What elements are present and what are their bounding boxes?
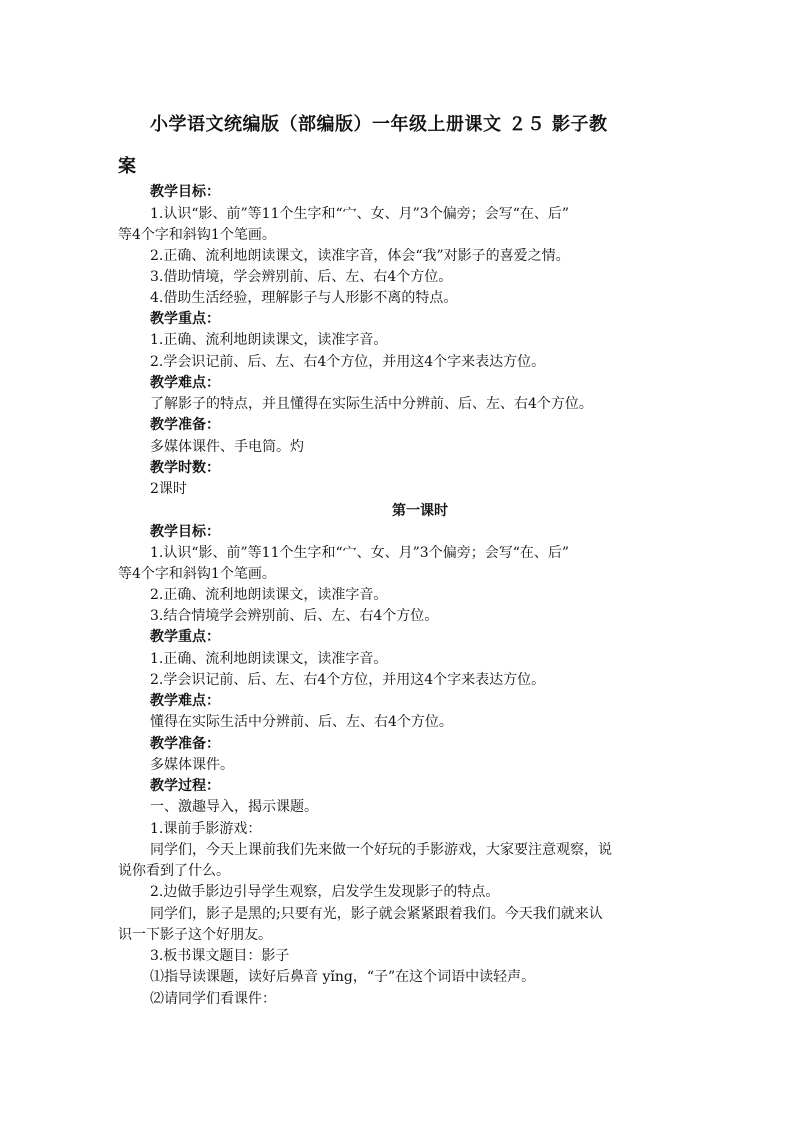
goal-3: 3.借助情境，学会辨别前、后、左、右4个方位。: [150, 269, 453, 285]
document-page: [118, 96, 676, 1013]
goal-1-line-b: 等4个字和斜钩1个笔画。: [118, 227, 276, 243]
difficulty-1: 了解影子的特点，并且懂得在实际生活中分辨前、后、左、右4个方位。: [150, 396, 593, 412]
lesson-1-goal-3: 3.结合情境学会辨别前、后、左、右4个方位。: [150, 608, 439, 624]
lesson-1-difficulty-heading: 教学难点：: [150, 693, 220, 709]
goal-4: 4.借助生活经验，理解影子与人形影不离的特点。: [150, 290, 458, 306]
lesson-1-goal-2: 2.正确、流利地朗读课文，读准字音。: [150, 587, 388, 603]
process-step-2: 1.课前手影游戏：: [150, 821, 262, 837]
lesson-1-goal-1-line-b: 等4个字和斜钩1个笔画。: [118, 566, 276, 582]
lesson-1-difficulty-1: 懂得在实际生活中分辨前、后、左、右4个方位。: [150, 714, 453, 730]
goal-2: 2.正确、流利地朗读课文，读准字音，体会“我”对影子的喜爱之情。: [150, 248, 570, 264]
process-step-5-line-a: 同学们，影子是黑的;只要有光，影子就会紧紧跟着我们。今天我们就来认: [150, 906, 603, 922]
process-step-7: ⑴指导读课题，读好后鼻音 yǐng，“子”在这个词语中读轻声。: [150, 969, 536, 985]
lesson-1-goals-heading: 教学目标：: [150, 524, 220, 540]
process-step-6: 3.板书课文题目：影子: [150, 948, 290, 964]
key-point-1: 1.正确、流利地朗读课文，读准字音。: [150, 332, 388, 348]
goal-1-line-a: 1.认识“影、前”等11个生字和“宀、女、月”3个偏旁；会写“在、后”: [150, 206, 570, 222]
document-title-line1: 小学语文统编版（部编版）一年级上册课文 ２５ 影子教: [150, 114, 608, 135]
document-title-line2: 案: [118, 156, 136, 177]
preparation-1: 多媒体课件、手电筒。灼: [150, 439, 304, 455]
hours-heading: 教学时数：: [150, 460, 220, 476]
lesson-1-key-heading: 教学重点：: [150, 629, 220, 645]
lesson-1-key-2: 2.学会识记前、后、左、右4个方位，并用这4个字来表达方位。: [150, 672, 546, 688]
lesson-1-heading: 第一课时: [392, 503, 448, 519]
key-point-2: 2.学会识记前、后、左、右4个方位，并用这4个字来表达方位。: [150, 354, 546, 370]
process-step-3-line-a: 同学们，今天上课前我们先来做一个好玩的手影游戏，大家要注意观察，说: [150, 842, 612, 858]
process-step-8: ⑵请同学们看课件：: [150, 991, 276, 1007]
goals-heading: 教学目标：: [150, 184, 220, 200]
preparation-heading: 教学准备：: [150, 417, 220, 433]
lesson-1-process-heading: 教学过程：: [150, 778, 220, 794]
process-step-1: 一、激趣导入，揭示课题。: [150, 799, 318, 815]
process-step-5-line-b: 识一下影子这个好朋友。: [118, 927, 272, 943]
lesson-1-preparation-1: 多媒体课件。: [150, 757, 234, 773]
hours-1: 2课时: [150, 481, 187, 497]
lesson-1-key-1: 1.正确、流利地朗读课文，读准字音。: [150, 651, 388, 667]
key-points-heading: 教学重点：: [150, 311, 220, 327]
process-step-4: 2.边做手影边引导学生观察，启发学生发现影子的特点。: [150, 884, 500, 900]
lesson-1-goal-1-line-a: 1.认识“影、前”等11个生字和“宀、女、月”3个偏旁；会写“在、后”: [150, 545, 570, 561]
process-step-3-line-b: 说你看到了什么。: [118, 863, 230, 879]
lesson-1-preparation-heading: 教学准备：: [150, 736, 220, 752]
difficulty-heading: 教学难点：: [150, 375, 220, 391]
